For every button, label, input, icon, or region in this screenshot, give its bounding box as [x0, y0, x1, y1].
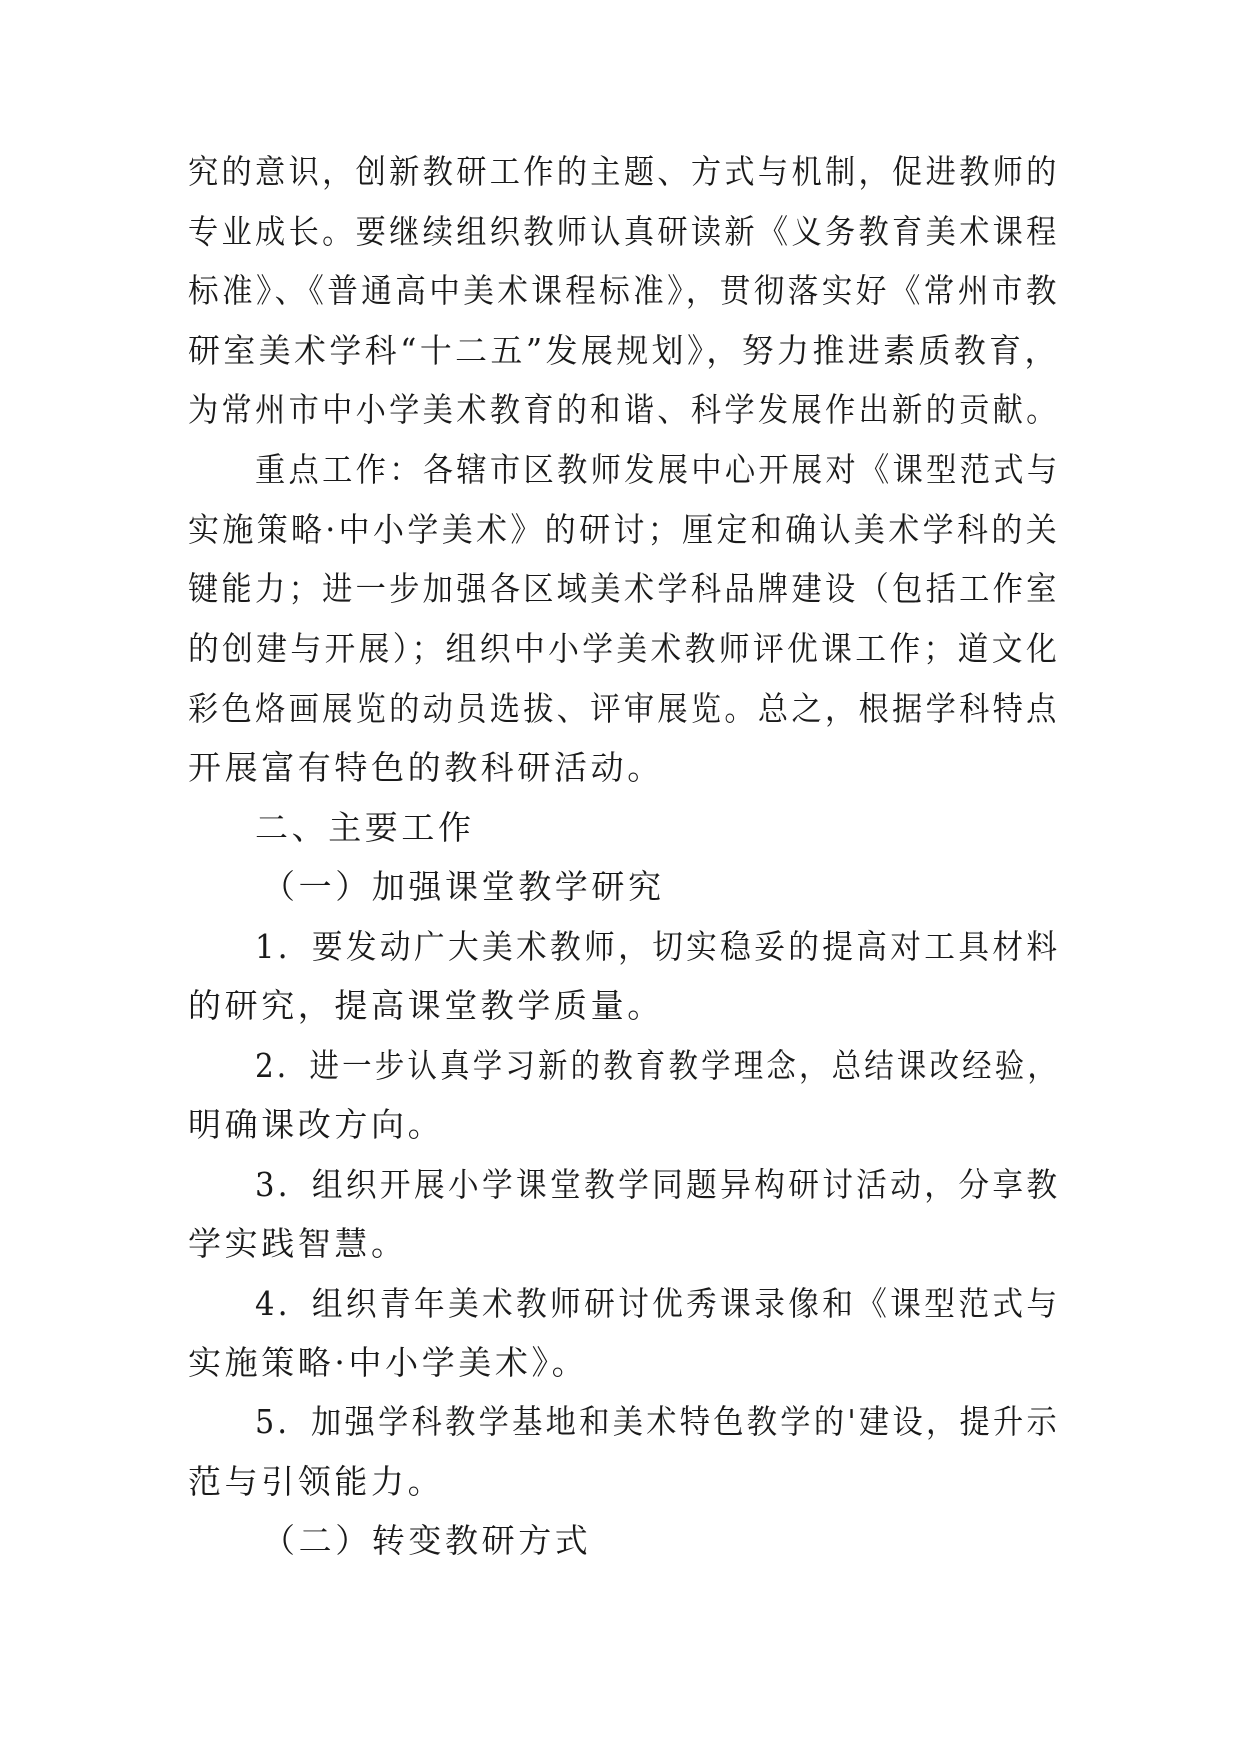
paragraph-line: 标准》、《普通高中美术课程标准》，贯彻落实好《常州市教 [188, 271, 1060, 310]
list-item-first-line: 5．加强学科教学基地和美术特色教学的'建设，提升示 [255, 1402, 1061, 1441]
paragraph-line: 键能力；进一步加强各区域美术学科品牌建设（包括工作室 [188, 569, 1060, 608]
paragraph-line: 专业成长。要继续组织教师认真研读新《义务教育美术课程 [188, 212, 1060, 251]
paragraph-line: 的创建与开展）；组织中小学美术教师评优课工作；道文化 [188, 629, 1061, 668]
list-item-line: 学实践智慧。 [188, 1224, 408, 1263]
subsection-heading: （一）加强课堂教学研究 [262, 867, 665, 906]
list-item-first-line: 3．组织开展小学课堂教学同题异构研讨活动，分享教 [255, 1165, 1061, 1204]
list-item-line: 明确课改方向。 [188, 1105, 445, 1144]
list-item-first-line: 2．进一步认真学习新的教育教学理念，总结课改经验， [255, 1046, 1061, 1085]
list-item-line: 实施策略·中小学美术》。 [188, 1343, 589, 1382]
paragraph-line: 开展富有特色的教科研活动。 [188, 748, 664, 787]
paragraph-line: 研室美术学科“十二五”发展规划》，努力推进素质教育， [188, 331, 1060, 370]
paragraph-line: 究的意识，创新教研工作的主题、方式与机制，促进教师的 [188, 152, 1060, 191]
list-item-line: 的研究，提高课堂教学质量。 [188, 986, 664, 1025]
paragraph-line: 实施策略·中小学美术》的研讨；厘定和确认美术学科的关 [188, 510, 1061, 549]
list-item-first-line: 1．要发动广大美术教师，切实稳妥的提高对工具材料 [255, 927, 1061, 966]
subsection-heading: （二）转变教研方式 [262, 1521, 592, 1560]
paragraph-line: 为常州市中小学美术教育的和谐、科学发展作出新的贡献。 [188, 390, 1060, 429]
list-item-line: 范与引领能力。 [188, 1462, 445, 1501]
section-heading: 二、主要工作 [255, 808, 475, 847]
paragraph-line: 彩色烙画展览的动员选拔、评审展览。总之，根据学科特点 [188, 689, 1060, 728]
list-item-first-line: 4．组织青年美术教师研讨优秀课录像和《课型范式与 [255, 1284, 1061, 1323]
paragraph-first-line: 重点工作：各辖市区教师发展中心开展对《课型范式与 [255, 450, 1061, 489]
